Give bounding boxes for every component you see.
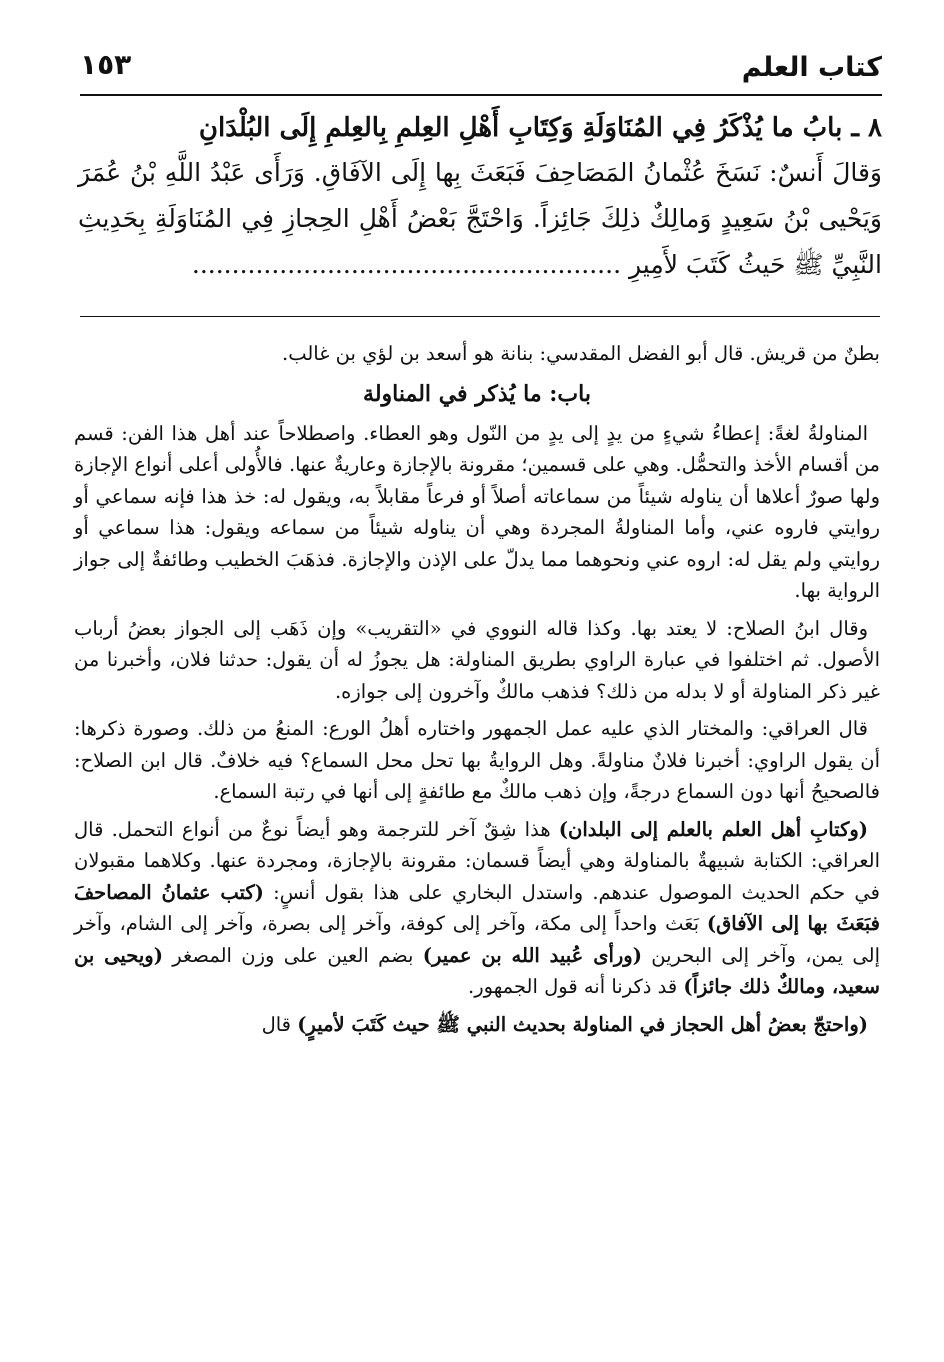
book-title: كتاب العلم [741,52,882,83]
commentary-heading: باب: ما يُذكر في المناولة [363,380,591,407]
commentary-paragraph-1: المناولةُ لغةً: إعطاءُ شيءٍ من يدٍ إلى يدٍ من النّول وهو العطاء. واصطلاحاً عند أهل هذا الفن: قسم من أقسام الأخذ والتحمُّل. وهي على قسمين؛ مقرونة بالإجازة وعاريةٌ عنها. فالأُولى أعلى أنواع الإجازة ولها صورٌ أعلاها أن يناوله شيئاً من سماعاته أصلاً أو فرعاً مقابلاً به، ويقول له: خذ هذا فإنه سماعي أو روايتي فاروه عني، وأما المناولةُ المجردة وهي أن يناوله شيئاً من سماعه ويقول: هذا سماعي أو روايتي ولم يقل له: اروه عني ونحوهما مما يدلّ على الإذن والإجازة. فذهَبَ الخطيب وطائفةٌ إلى جواز الرواية بها. [74,421,880,602]
quoted-matn: (ويحيى بن سعيد، ومالكٌ ذلك جائزاً) [74,943,880,998]
commentary-text: بضم العين على وزن المصغر [162,943,423,967]
commentary-text: قال [261,1012,298,1036]
hadith-text-body: وَقالَ أَنسٌ: نَسَخَ عُثْمانُ المَصَاحِفَ فَبَعَثَ بِها إِلَى الآفَاقِ. وَرَأَى عَبْدُ اللَّهِ بْنُ عُمَرَ وَيَحْيى بْنُ سَعِيدٍ وَمالِكٌ ذلِكَ جَائِزاً. وَاحْتَجَّ بَعْضُ أَهْلِ الحِجازِ فِي المُنَاوَلَةِ بِحَدِيثِ النَّبِيِّ ﷺ حَيثُ كَتَبَ لأَمِيرِ [78,158,882,279]
divider-rule [80,316,880,317]
chapter-heading: ٨ ـ بابُ ما يُذْكَرُ فِي المُنَاوَلَةِ وَكِتَابِ أَهْلِ العِلمِ بِالعِلمِ إِلَى البُلْدَانِ [198,113,882,143]
page-number: ١٥٣ [80,48,132,81]
commentary-opening-line: بطنٌ من قريش. قال أبو الفضل المقدسي: بنانة هو أسعد بن لؤي بن غالب. [282,342,880,365]
commentary-text: هذا شِقٌ آخر للترجمة وهو أيضاً نوعٌ من أنواع التحمل. قال العراقي: الكتابة شبيهةٌ بالمناولة وهي أيضاً قسمان: مقرونة بالإجازة، ومجردة عنها. وكلاهما مقبولان في حكم الحديث الموصول عندهم. واستدل البخاري على هذا بقول أنسٍ: [74,817,880,904]
hadith-text-block [78,108,882,288]
commentary-text: بَعَث واحداً إلى مكة، وآخر إلى كوفة، وآخر إلى بصرة، وآخر إلى الشام، وآخر إلى يمن، وآخر إلى البحرين [74,912,880,967]
quoted-matn: (ورأى عُبيد الله بن عمير) [422,943,642,967]
commentary-paragraph-4 [74,814,880,1003]
commentary-paragraph-2: وقال ابنُ الصلاح: لا يعتد بها. وكذا قاله النووي في «التقريب» وإن ذَهَب إلى الجواز بعضُ أرباب الأصول. ثم اختلفوا في عبارة الراوي بطريق المناولة: هل يجوزُ له أن يقول: حدثنا فلان، وأخبرنا من غير ذكر المناولة أو لا بدله من ذلك؟ فذهب مالكٌ وآخرون إلى جوازه. [74,616,880,703]
commentary-paragraph-3: قال العراقي: والمختار الذي عليه عمل الجمهور واختاره أهلُ الورع: المنعُ من ذلك. وصورة ذكرها: أن يقول الراوي: أخبرنا فلانٌ مناولةً. وهل الروايةُ بها تحل محل السماع؟ فيه خلافٌ. قال ابن الصلاح: فالصحيحُ أنها دون السماع درجةً، وإن ذهب مالكٌ مع طائفةٍ إلى أنها في رتبة السماع. [74,717,880,803]
quoted-matn: (واحتجّ بعضُ أهل الحجاز في المناولة بحديث النبي ﷺ حيث كَتَبَ لأميرٍ) [297,1012,868,1036]
commentary-block [74,338,880,1046]
quoted-matn: (وكتابِ أهل العلم بالعلم إلى البلدان) [558,817,868,841]
quoted-matn: (كتب عثمانُ المصاحفَ فبَعَثَ بها إلى الآفاق) [74,880,880,935]
commentary-paragraph-5 [74,1009,880,1041]
commentary-text: قد ذكرنا أنه قول الجمهور. [468,975,684,998]
hadith-text [78,150,882,288]
running-header [80,44,882,96]
continuation-dots: ...................................................... [191,250,622,279]
